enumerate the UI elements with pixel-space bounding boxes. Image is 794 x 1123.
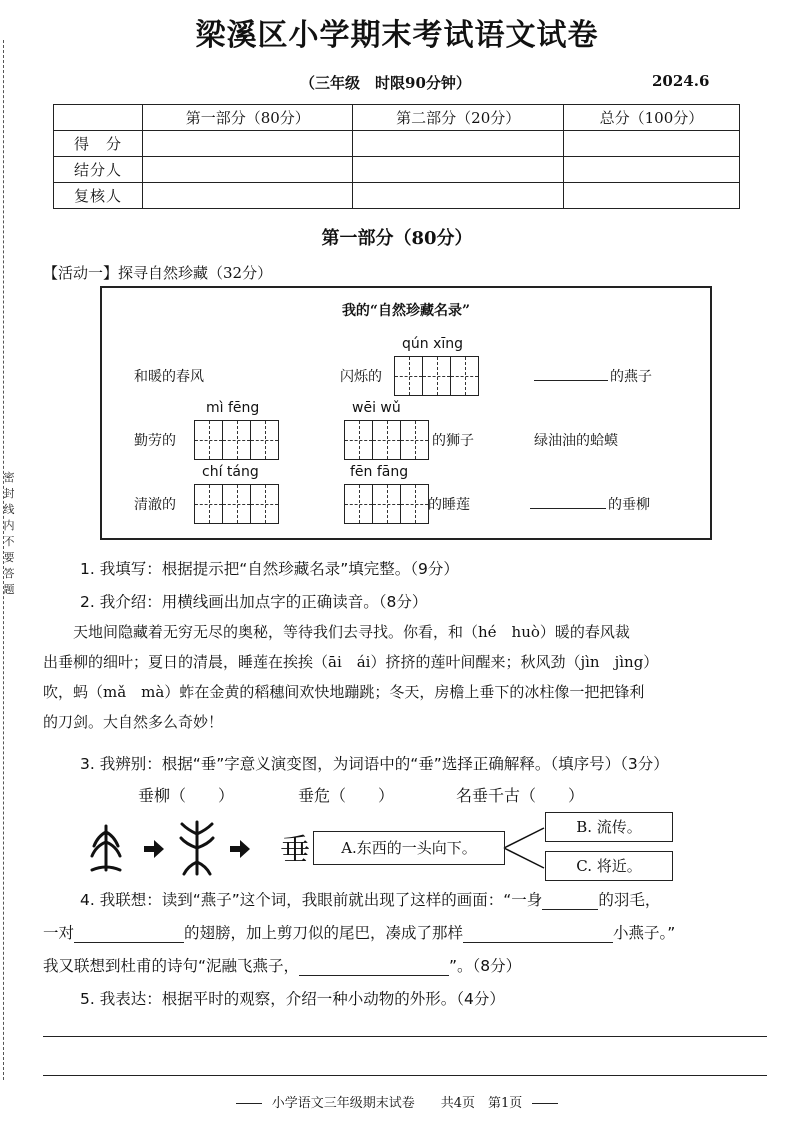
passage-line: 出垂柳的细叶；夏日的清晨，睡莲在挨挨（āi ái）挤挤的莲叶间醒来；秋风劲（jìn jìng） (43, 653, 659, 671)
page-footer (0, 1092, 794, 1111)
question-4 (80, 888, 660, 910)
question-4-line3 (43, 954, 521, 976)
char-grid-mifeng[interactable] (194, 420, 279, 460)
blank-swallow[interactable] (534, 380, 608, 381)
score-cell[interactable] (353, 183, 563, 209)
question-4-line2 (43, 921, 675, 943)
question-3: 3. 我辨别：根据“垂”字意义演变图，为词语中的“垂”选择正确解释。（填序号）（3分） (80, 755, 669, 773)
definition-c: C. 将近。 (545, 851, 673, 881)
activity-heading: 【活动一】探寻自然珍藏（32分） (43, 264, 273, 282)
score-cell[interactable] (353, 131, 563, 157)
table-row (54, 131, 740, 157)
q4-text: 4. 我联想：读到“燕子”这个词，我眼前就出现了这样的画面：“一身 (80, 891, 543, 909)
pinyin-chitang: chí táng (202, 464, 259, 480)
blank-willow[interactable] (530, 508, 606, 509)
item-qingche: 清澈的 (134, 497, 176, 513)
vocab-chuiliu: 垂柳（ ） (138, 786, 235, 805)
q4-text: 的翅膀，加上剪刀似的尾巴，凑成了那样 (184, 924, 464, 942)
connector-lines (504, 828, 544, 868)
pinyin-qunxing: qún xīng (402, 336, 464, 352)
answer-line[interactable] (43, 1036, 767, 1037)
footer-page: 第1页 (488, 1096, 523, 1111)
score-cell[interactable] (563, 183, 739, 209)
col-total: 总分（100分） (563, 105, 739, 131)
arrow-right-icon (230, 840, 250, 858)
question-2: 2. 我介绍：用横线画出加点字的正确读音。（8分） (80, 593, 428, 611)
table-row (54, 157, 740, 183)
score-cell[interactable] (563, 157, 739, 183)
char-grid-fenfang[interactable] (344, 484, 429, 524)
item-swallow: 的燕子 (610, 369, 652, 385)
score-cell[interactable] (143, 157, 353, 183)
pinyin-weiwu: wēi wǔ (352, 400, 401, 416)
nature-collection-box (100, 286, 712, 540)
col-part1: 第一部分（80分） (143, 105, 353, 131)
ancient-chui-glyph (92, 826, 120, 870)
char-grid-chitang[interactable] (194, 484, 279, 524)
score-cell[interactable] (353, 157, 563, 183)
modern-chui-char: 垂 (280, 833, 310, 868)
vocab-mingchuiqiangu: 名垂千古（ ） (456, 786, 585, 805)
item-spring-wind: 和暖的春风 (134, 369, 204, 385)
char-grid-qunxing[interactable] (394, 356, 479, 396)
score-cell[interactable] (563, 131, 739, 157)
vocab-chuiwei: 垂危（ ） (298, 786, 395, 805)
pinyin-mifeng: mì fēng (206, 400, 260, 416)
seal-line-note: 密封线内不要答题 (3, 471, 15, 596)
footer-total: 共4页 (440, 1096, 475, 1111)
row-reviewer: 复核人 (54, 183, 143, 209)
blank-poem[interactable] (299, 957, 449, 976)
part-title: 第一部分（80分） (321, 228, 473, 249)
exam-date: 2024.6 (652, 72, 710, 90)
q4-text: 我又联想到杜甫的诗句“泥融飞燕子， (43, 957, 300, 975)
answer-line[interactable] (43, 1075, 767, 1076)
score-table (53, 104, 740, 209)
question-1: 1. 我填写：根据提示把“自然珍藏名录”填完整。（9分） (80, 560, 459, 578)
score-cell[interactable] (143, 131, 353, 157)
score-cell[interactable] (143, 183, 353, 209)
item-shanshuo: 闪烁的 (340, 369, 382, 385)
q4-text: 小燕子。” (613, 924, 676, 942)
exam-title: 梁溪区小学期末考试语文试卷 (195, 18, 599, 53)
blank-swallow-desc[interactable] (463, 924, 613, 943)
passage-line: 天地间隐藏着无穷无尽的奥秘，等待我们去寻找。你看，和（hé huò）暖的春风裁 (43, 623, 630, 641)
q4-text: ”。（8分） (449, 957, 522, 975)
definition-a: A.东西的一头向下。 (313, 831, 505, 865)
passage-line: 的刀剑。大自然多么奇妙！ (43, 713, 224, 731)
reading-passage (43, 617, 767, 737)
score-table-header (54, 105, 740, 131)
box-title: 我的“自然珍藏名录” (341, 303, 471, 319)
pinyin-fenfang: fēn fāng (350, 464, 409, 480)
blank-wings[interactable] (74, 924, 184, 943)
item-lion: 的狮子 (432, 433, 474, 449)
definition-b: B. 流传。 (545, 812, 673, 842)
question-5: 5. 我表达：根据平时的观察，介绍一种小动物的外形。（4分） (80, 990, 505, 1008)
row-scorer: 结分人 (54, 157, 143, 183)
col-part2: 第二部分（20分） (353, 105, 563, 131)
passage-line: 吹，蚂（mǎ mà）蚱在金黄的稻穗间欢快地蹦跳；冬天，房檐上垂下的冰柱像一把把锋利 (43, 683, 645, 701)
item-frog: 绿油油的蛤蟆 (534, 433, 618, 449)
blank-feather[interactable] (542, 891, 598, 910)
seal-chui-glyph (181, 822, 213, 874)
item-lotus: 的睡莲 (428, 497, 470, 513)
q4-text: 的羽毛， (598, 891, 661, 909)
exam-subtitle: （三年级 时限90分钟） (300, 74, 471, 92)
row-score: 得 分 (54, 131, 143, 157)
char-grid-weiwu[interactable] (344, 420, 429, 460)
item-qinlao: 勤劳的 (134, 433, 176, 449)
table-row (54, 183, 740, 209)
arrow-right-icon (144, 840, 164, 858)
item-willow: 的垂柳 (608, 497, 650, 513)
footer-course: 小学语文三年级期末试卷 (271, 1096, 415, 1111)
q4-text: 一对 (43, 924, 75, 942)
